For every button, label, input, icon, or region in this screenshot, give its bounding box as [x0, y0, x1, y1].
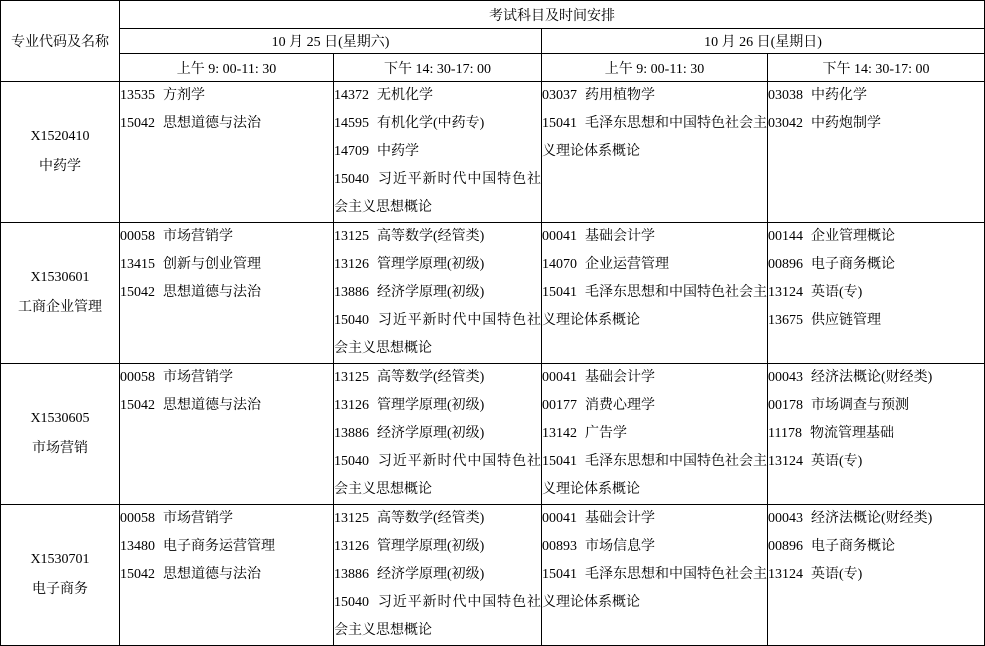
course-entry — [768, 420, 984, 448]
header-title-row — [1, 1, 985, 29]
course-name: 英语(专) — [811, 454, 863, 469]
course-code: 13480 — [120, 539, 155, 554]
course-code: 00041 — [542, 511, 577, 526]
session-cell — [120, 505, 334, 646]
course-name: 思想道德与法治 — [163, 398, 261, 413]
major-cell — [1, 223, 120, 364]
course-name: 管理学原理(初级) — [377, 398, 485, 413]
course-entry — [334, 505, 541, 533]
course-entry — [768, 533, 984, 561]
course-entry — [768, 251, 984, 279]
course-name: 经济法概论(财经类) — [811, 511, 933, 526]
header-times-row — [1, 54, 985, 82]
course-entry — [542, 505, 767, 533]
session-header-sun-afternoon: 下午 14: 30-17: 00 — [768, 54, 985, 82]
major-name: 工商企业管理 — [18, 300, 102, 315]
course-name: 经济法概论(财经类) — [811, 370, 933, 385]
course-code: 14372 — [334, 88, 369, 103]
course-entry — [768, 448, 984, 476]
course-entry — [334, 110, 541, 138]
session-header-sat-morning: 上午 9: 00-11: 30 — [120, 54, 334, 82]
course-code: 13535 — [120, 88, 155, 103]
course-entry — [768, 307, 984, 335]
course-code: 03042 — [768, 116, 803, 131]
course-code: 13124 — [768, 567, 803, 582]
course-code: 00058 — [120, 229, 155, 244]
course-name: 市场调查与预测 — [811, 398, 909, 413]
course-entry — [120, 561, 333, 589]
course-entry — [768, 223, 984, 251]
course-code: 00041 — [542, 229, 577, 244]
course-entry — [542, 448, 767, 504]
course-entry — [120, 251, 333, 279]
course-code: 15042 — [120, 116, 155, 131]
course-code: 00177 — [542, 398, 577, 413]
course-code: 13415 — [120, 257, 155, 272]
course-entry — [120, 392, 333, 420]
course-code: 03038 — [768, 88, 803, 103]
course-entry — [542, 251, 767, 279]
course-name: 基础会计学 — [585, 370, 655, 385]
course-name: 英语(专) — [811, 567, 863, 582]
course-code: 15041 — [542, 285, 577, 300]
session-cell — [542, 82, 768, 223]
course-entry — [334, 138, 541, 166]
course-name: 物流管理基础 — [809, 426, 894, 441]
date-header-oct26: 10 月 26 日(星期日) — [542, 29, 985, 54]
major-code: X1530605 — [30, 411, 90, 426]
course-entry — [334, 392, 541, 420]
course-entry — [542, 533, 767, 561]
session-cell — [334, 82, 542, 223]
date-header-oct25: 10 月 25 日(星期六) — [120, 29, 542, 54]
course-entry — [542, 392, 767, 420]
course-code: 15040 — [334, 454, 369, 469]
course-entry — [120, 279, 333, 307]
course-code: 15041 — [542, 567, 577, 582]
course-name: 习近平新时代中国特色社会主义思想概论 — [334, 595, 541, 638]
major-cell — [1, 505, 120, 646]
course-entry — [120, 505, 333, 533]
course-code: 15040 — [334, 172, 369, 187]
session-cell — [768, 223, 985, 364]
course-name: 高等数学(经管类) — [377, 229, 485, 244]
session-header-sun-morning: 上午 9: 00-11: 30 — [542, 54, 768, 82]
course-name: 供应链管理 — [811, 313, 881, 328]
course-name: 市场营销学 — [163, 370, 233, 385]
course-name: 毛泽东思想和中国特色社会主义理论体系概论 — [542, 116, 767, 159]
course-code: 15040 — [334, 595, 369, 610]
course-entry — [120, 223, 333, 251]
major-name: 市场营销 — [32, 441, 88, 456]
course-entry — [334, 448, 541, 504]
course-entry — [542, 110, 767, 166]
course-code: 15042 — [120, 567, 155, 582]
session-cell — [334, 505, 542, 646]
course-entry — [768, 364, 984, 392]
course-code: 13886 — [334, 567, 369, 582]
major-cell — [1, 364, 120, 505]
course-name: 习近平新时代中国特色社会主义思想概论 — [334, 454, 541, 497]
course-code: 13124 — [768, 285, 803, 300]
course-code: 00041 — [542, 370, 577, 385]
course-entry — [768, 561, 984, 589]
course-code: 13886 — [334, 285, 369, 300]
course-name: 习近平新时代中国特色社会主义思想概论 — [334, 172, 541, 215]
course-name: 管理学原理(初级) — [377, 257, 485, 272]
exam-table-body — [1, 82, 985, 646]
course-code: 13126 — [334, 257, 369, 272]
course-code: 13125 — [334, 511, 369, 526]
course-entry — [768, 505, 984, 533]
course-name: 中药学 — [377, 144, 419, 159]
course-code: 00178 — [768, 398, 803, 413]
major-code: X1530601 — [30, 270, 90, 285]
course-name: 市场营销学 — [163, 511, 233, 526]
course-name: 企业管理概论 — [811, 229, 895, 244]
course-name: 广告学 — [585, 426, 627, 441]
course-entry — [334, 82, 541, 110]
session-cell — [768, 364, 985, 505]
course-entry — [334, 420, 541, 448]
course-name: 思想道德与法治 — [163, 567, 261, 582]
course-name: 创新与创业管理 — [163, 257, 261, 272]
course-code: 00144 — [768, 229, 803, 244]
course-code: 15042 — [120, 398, 155, 413]
course-entry — [334, 251, 541, 279]
course-entry — [768, 279, 984, 307]
course-entry — [334, 223, 541, 251]
course-name: 经济学原理(初级) — [377, 426, 485, 441]
course-code: 11178 — [768, 426, 802, 441]
course-name: 企业运营管理 — [585, 257, 669, 272]
major-code: X1520410 — [30, 129, 90, 144]
course-entry — [542, 364, 767, 392]
course-name: 高等数学(经管类) — [377, 511, 485, 526]
course-name: 毛泽东思想和中国特色社会主义理论体系概论 — [542, 454, 767, 497]
course-name: 有机化学(中药专) — [377, 116, 485, 131]
course-name: 思想道德与法治 — [163, 116, 261, 131]
course-name: 思想道德与法治 — [163, 285, 261, 300]
major-name: 电子商务 — [32, 582, 88, 597]
course-code: 00058 — [120, 511, 155, 526]
course-code: 13125 — [334, 370, 369, 385]
session-cell — [542, 364, 768, 505]
course-code: 03037 — [542, 88, 577, 103]
course-entry — [768, 82, 984, 110]
course-name: 电子商务概论 — [811, 539, 895, 554]
course-code: 00896 — [768, 257, 803, 272]
course-entry — [120, 364, 333, 392]
course-name: 消费心理学 — [585, 398, 655, 413]
course-name: 中药炮制学 — [811, 116, 881, 131]
table-header — [1, 1, 985, 82]
table-row — [1, 223, 985, 364]
course-entry — [334, 533, 541, 561]
course-name: 经济学原理(初级) — [377, 567, 485, 582]
course-code: 00043 — [768, 370, 803, 385]
course-name: 英语(专) — [811, 285, 863, 300]
course-entry — [542, 223, 767, 251]
table-row — [1, 82, 985, 223]
table-row — [1, 364, 985, 505]
course-name: 毛泽东思想和中国特色社会主义理论体系概论 — [542, 567, 767, 610]
course-code: 00058 — [120, 370, 155, 385]
course-name: 无机化学 — [377, 88, 433, 103]
course-name: 电子商务运营管理 — [163, 539, 275, 554]
course-name: 药用植物学 — [585, 88, 655, 103]
course-name: 中药化学 — [811, 88, 867, 103]
session-cell — [768, 505, 985, 646]
course-code: 00043 — [768, 511, 803, 526]
course-code: 00893 — [542, 539, 577, 554]
course-name: 经济学原理(初级) — [377, 285, 485, 300]
course-entry — [334, 589, 541, 645]
course-entry — [334, 561, 541, 589]
course-code: 14595 — [334, 116, 369, 131]
major-cell — [1, 82, 120, 223]
major-code: X1530701 — [30, 552, 90, 567]
course-entry — [542, 279, 767, 335]
course-entry — [768, 110, 984, 138]
course-entry — [120, 110, 333, 138]
course-entry — [768, 392, 984, 420]
major-column-header: 专业代码及名称 — [1, 1, 120, 82]
course-code: 13126 — [334, 398, 369, 413]
course-entry — [334, 307, 541, 363]
session-cell — [120, 223, 334, 364]
course-entry — [334, 166, 541, 222]
course-name: 毛泽东思想和中国特色社会主义理论体系概论 — [542, 285, 767, 328]
course-entry — [542, 420, 767, 448]
major-name: 中药学 — [39, 159, 81, 174]
course-code: 13142 — [542, 426, 577, 441]
course-entry — [120, 82, 333, 110]
header-dates-row — [1, 29, 985, 54]
course-entry — [334, 364, 541, 392]
course-name: 电子商务概论 — [811, 257, 895, 272]
table-row — [1, 505, 985, 646]
course-entry — [542, 561, 767, 617]
course-code: 13675 — [768, 313, 803, 328]
course-code: 15040 — [334, 313, 369, 328]
course-code: 00896 — [768, 539, 803, 554]
course-code: 15042 — [120, 285, 155, 300]
session-cell — [334, 364, 542, 505]
course-name: 管理学原理(初级) — [377, 539, 485, 554]
table-title: 考试科目及时间安排 — [120, 1, 985, 29]
course-code: 13886 — [334, 426, 369, 441]
course-name: 方剂学 — [163, 88, 205, 103]
course-entry — [542, 82, 767, 110]
session-cell — [542, 505, 768, 646]
course-code: 13124 — [768, 454, 803, 469]
course-code: 14709 — [334, 144, 369, 159]
session-cell — [542, 223, 768, 364]
course-name: 市场信息学 — [585, 539, 655, 554]
course-name: 高等数学(经管类) — [377, 370, 485, 385]
course-code: 13125 — [334, 229, 369, 244]
course-entry — [334, 279, 541, 307]
course-name: 市场营销学 — [163, 229, 233, 244]
course-code: 13126 — [334, 539, 369, 554]
session-header-sat-afternoon: 下午 14: 30-17: 00 — [334, 54, 542, 82]
course-entry — [120, 533, 333, 561]
course-name: 基础会计学 — [585, 511, 655, 526]
session-cell — [768, 82, 985, 223]
course-name: 基础会计学 — [585, 229, 655, 244]
course-code: 15041 — [542, 116, 577, 131]
session-cell — [334, 223, 542, 364]
course-code: 15041 — [542, 454, 577, 469]
session-cell — [120, 82, 334, 223]
session-cell — [120, 364, 334, 505]
course-name: 习近平新时代中国特色社会主义思想概论 — [334, 313, 541, 356]
course-code: 14070 — [542, 257, 577, 272]
